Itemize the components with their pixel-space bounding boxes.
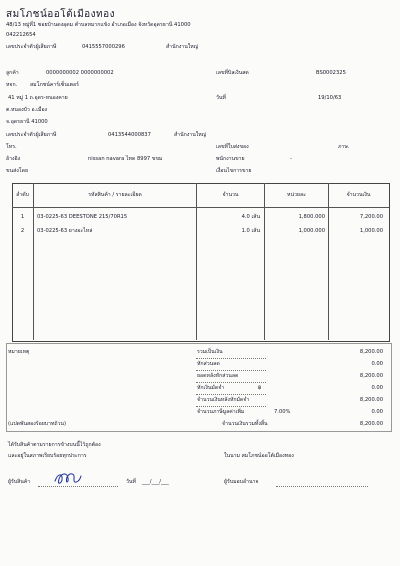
grand-total-value: 8,200.00 <box>359 421 383 427</box>
salesperson-value: - <box>290 156 292 162</box>
on-behalf-of: ในนาม สมโภชน์ออโต้เมืองทอง <box>224 453 294 459</box>
after-discount-label: ยอดหลังหักส่วนลด <box>197 373 239 379</box>
vat-label: ภาษ. <box>338 144 350 150</box>
table-col-divider <box>196 183 197 340</box>
customer-address-1: 41 หมู่ 1 ถ.อุดร-หนองคาย <box>8 95 68 101</box>
customer-code: 0000000002 0000000002 <box>46 70 114 76</box>
company-branch: สำนักงานใหญ่ <box>166 44 199 50</box>
table-col-divider <box>33 183 34 340</box>
deposit-currency: ฿ <box>258 385 262 391</box>
table-col-divider <box>328 183 329 340</box>
header-no: ลำดับ <box>16 192 29 198</box>
company-tax-id-label: เลขประจำตัวผู้เสียภาษี <box>6 44 57 50</box>
customer-address-3: จ.อุดรธานี 41000 <box>6 119 48 125</box>
delivery-no-label: เลขที่ใบส่งของ <box>216 144 249 150</box>
row-qty: 4.0 เส้น <box>241 214 260 220</box>
discount-value: 0.00 <box>371 361 383 367</box>
received-note-1: ได้รับสินค้าตามรายการข้างบนนี้ไว้ถูกต้อง <box>8 442 101 448</box>
receive-date-value: ___/___/___ <box>142 479 169 485</box>
row-amount: 7,200.00 <box>359 214 383 220</box>
doc-number: BS0002325 <box>316 70 346 76</box>
row-item: 03-0225-63 ยางอะไหล่ <box>37 228 93 234</box>
company-phone: 042212654 <box>6 32 36 38</box>
company-tax-id: 0415557000296 <box>82 44 125 50</box>
row-unit-price: 1,000.000 <box>298 228 325 234</box>
header-qty: จำนวน <box>222 192 239 198</box>
row-item: 03-0225-63 DEESTONE 215/70R15 <box>37 214 128 220</box>
customer-branch: สำนักงานใหญ่ <box>174 132 207 138</box>
received-note-2: และอยู่ในสภาพเรียบร้อยทุกประการ <box>8 453 87 459</box>
row-unit-price: 1,800.000 <box>298 214 325 220</box>
customer-phone-label: โทร. <box>6 144 17 150</box>
customer-code-label: ลูกค้า <box>6 70 19 76</box>
doc-date: 19/10/63 <box>318 95 342 101</box>
table-header-divider <box>12 207 389 208</box>
row-amount: 1,000.00 <box>359 228 383 234</box>
reference-label: อ้างอิง <box>6 156 21 162</box>
row-no: 1 <box>20 214 25 220</box>
vat-rate: 7.00% <box>274 409 291 415</box>
reference-value: nissan navara ไทด 8997 ขขม <box>88 156 163 162</box>
after-discount-value: 8,200.00 <box>359 373 383 379</box>
customer-name-prefix: หจก. <box>6 82 18 88</box>
receive-date-label: วันที่ <box>126 479 136 485</box>
approver-label: ผู้รับมอบอำนาจ <box>224 479 259 485</box>
doc-date-label: วันที่ <box>216 95 226 101</box>
company-address: 48/13 หมู่ที่1 ซอยบ้านดงอุดม ตำบลหมากแข้ง อำเภอเมือง จังหวัดอุดรธานี 41000 <box>6 22 191 28</box>
header-item: รหัสสินค้า / รายละเอียด <box>88 192 142 198</box>
company-name: สมโภชน์ออโต้เมืองทอง <box>6 9 116 20</box>
grand-total-label: จำนวนเงินรวมทั้งสิ้น <box>222 421 268 427</box>
receiver-label: ผู้รับสินค้า <box>8 479 31 485</box>
deposit-value: 0.00 <box>371 385 383 391</box>
customer-tax-id: 0413544000837 <box>108 132 151 138</box>
deposit-label: หักเงินมัดจำ <box>197 385 225 391</box>
salesperson-label: พนักงานขาย <box>216 156 245 162</box>
amount-in-words: (แปดพันสองร้อยบาทถ้วน) <box>8 421 66 427</box>
receiver-signature <box>52 468 86 488</box>
vat-amount-label: จำนวนภาษีมูลค่าเพิ่ม <box>197 409 245 415</box>
approver-signature-line <box>276 486 368 487</box>
terms-label: เงื่อนไขการขาย <box>216 168 252 174</box>
header-unit-price: หน่วยละ <box>287 192 306 198</box>
customer-tax-id-label: เลขประจำตัวผู้เสียภาษี <box>6 132 57 138</box>
subtotal-label: รวมเป็นเงิน <box>197 349 223 355</box>
after-deposit-label: จำนวนเงินหลังหักมัดจำ <box>197 397 250 403</box>
customer-name: สมโภชน์คาร์เซ็นเตอร์ <box>30 82 79 88</box>
totals-frame <box>6 343 392 432</box>
table-col-divider <box>264 183 265 340</box>
customer-address-2: ต.หนองบัว อ.เมือง <box>6 107 48 113</box>
after-deposit-value: 8,200.00 <box>359 397 383 403</box>
vat-amount-value: 0.00 <box>371 409 383 415</box>
doc-number-label: เลขที่บิลเงินสด <box>216 70 249 76</box>
row-qty: 1.0 เส้น <box>241 228 260 234</box>
remark-label: หมายเหตุ <box>8 349 30 355</box>
delivery-label: ขนส่งโดย <box>6 168 28 174</box>
discount-label: หักส่วนลด <box>197 361 220 367</box>
row-no: 2 <box>20 228 25 234</box>
subtotal-value: 8,200.00 <box>359 349 383 355</box>
header-amount: จำนวนเงิน <box>346 192 371 198</box>
